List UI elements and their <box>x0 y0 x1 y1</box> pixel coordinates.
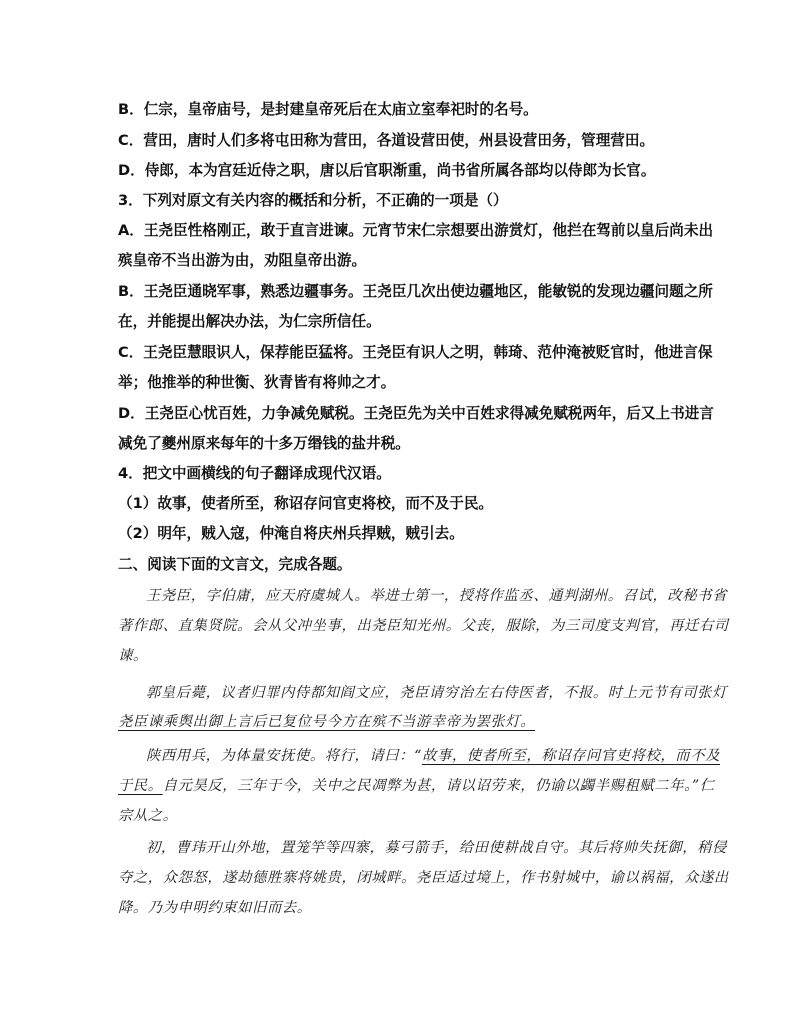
section2-heading: 二、阅读下面的文言文，完成各题。 <box>118 556 352 573</box>
q2-option-b: B．仁宗，皇帝庙号，是封建皇帝死后在太庙立室奉祀时的名号。 <box>118 101 538 118</box>
passage-p4-line2: 夺之，众怨怒，遂劫德胜寨将姚贵，闭城畔。尧臣适过境上，作书射城中，谕以祸福，众遂出 <box>118 870 729 886</box>
q4-sentence-1: （1）故事，使者所至，称诏存问官吏将校，而不及于民。 <box>118 495 494 512</box>
passage-p2-line2-underlined: 尧臣谏乘舆出御上言后已复位号今方在殡不当游幸帝为罢张灯。 <box>118 714 536 730</box>
passage-p4-line1: 初，曹玮开山外地，置笼竿等四寨，募弓箭手，给田使耕战自守。其后将帅失抚御，稍侵 <box>146 840 727 856</box>
passage-p3-line2-plain: 自元昊反，三年于今，关中之民凋弊为甚，请以诏劳来，仍谕以蠲半赐租赋二年。”仁 <box>162 778 715 794</box>
q3-stem: 3．下列对原文有关内容的概括和分析，不正确的一项是（） <box>118 192 508 209</box>
q3-option-c-line2: 举；他推举的种世衡、狄青皆有将帅之才。 <box>118 374 396 391</box>
q4-sentence-2: （2）明年，贼入寇，仲淹自将庆州兵捍贼，贼引去。 <box>118 525 464 542</box>
passage-p3-line1-underlined: 故事，使者所至，称诏存问官吏将校，而不及 <box>422 748 720 764</box>
passage-p2-line1: 郭皇后薨，议者归罪内侍都知阎文应，尧臣请穷治左右侍医者，不报。时上元节有司张灯 <box>146 685 727 701</box>
passage-p3-line3: 宗从之。 <box>118 808 178 824</box>
q4-stem: 4．把文中画横线的句子翻译成现代汉语。 <box>118 465 391 482</box>
q2-option-c: C．营田，唐时人们多将屯田称为营田，各道设营田使，州县设营田务，管理营田。 <box>118 132 655 149</box>
passage-p3-line2 <box>118 776 715 796</box>
q3-option-a-line1: A．王尧臣性格刚正，敢于直言进谏。元宵节宋仁宗想要出游赏灯，他拦在驾前以皇后尚未出 <box>118 222 714 239</box>
passage-p1-line1: 王尧臣，字伯庸，应天府虞城人。举进士第一，授将作监丞、通判湖州。召试，改秘书省 <box>146 588 727 604</box>
passage-p3-line1-plain: 陕西用兵，为体量安抚使。将行，请曰：“ <box>146 748 423 764</box>
passage-p3-line2-underlined: 于民。 <box>118 778 163 794</box>
q3-option-c-line1: C．王尧臣慧眼识人，保荐能臣猛将。王尧臣有识人之明，韩琦、范仲淹被贬官时，他进言保 <box>118 344 713 361</box>
q3-option-b-line1: B．王尧臣通晓军事，熟悉边疆事务。王尧臣几次出使边疆地区，能敏锐的发现边疆问题之所 <box>118 283 713 300</box>
passage-p4-line3: 降。乃为申明约束如旧而去。 <box>118 900 312 916</box>
q3-option-a-line2: 殡皇帝不当出游为由，劝阻皇帝出游。 <box>118 252 367 269</box>
q3-option-b-line2: 在，并能提出解决办法，为仁宗所信任。 <box>118 313 381 330</box>
passage-p3-line1 <box>118 746 720 766</box>
q3-option-d-line2: 减免了夔州原来每年的十多万缗钱的盐井税。 <box>118 435 410 452</box>
q2-option-d: D．侍郎，本为宫廷近侍之职，唐以后官职渐重，尚书省所属各部均以侍郎为长官。 <box>118 162 656 179</box>
passage-p1-line3: 谏。 <box>118 648 148 664</box>
passage-p1-line2: 著作郎、直集贤院。会从父冲坐事，出尧臣知光州。父丧，服除，为三司度支判官，再迁右司 <box>118 618 729 634</box>
q3-option-d-line1: D．王尧臣心忧百姓，力争减免赋税。王尧臣先为关中百姓求得减免赋税两年，后又上书进言 <box>118 405 714 422</box>
